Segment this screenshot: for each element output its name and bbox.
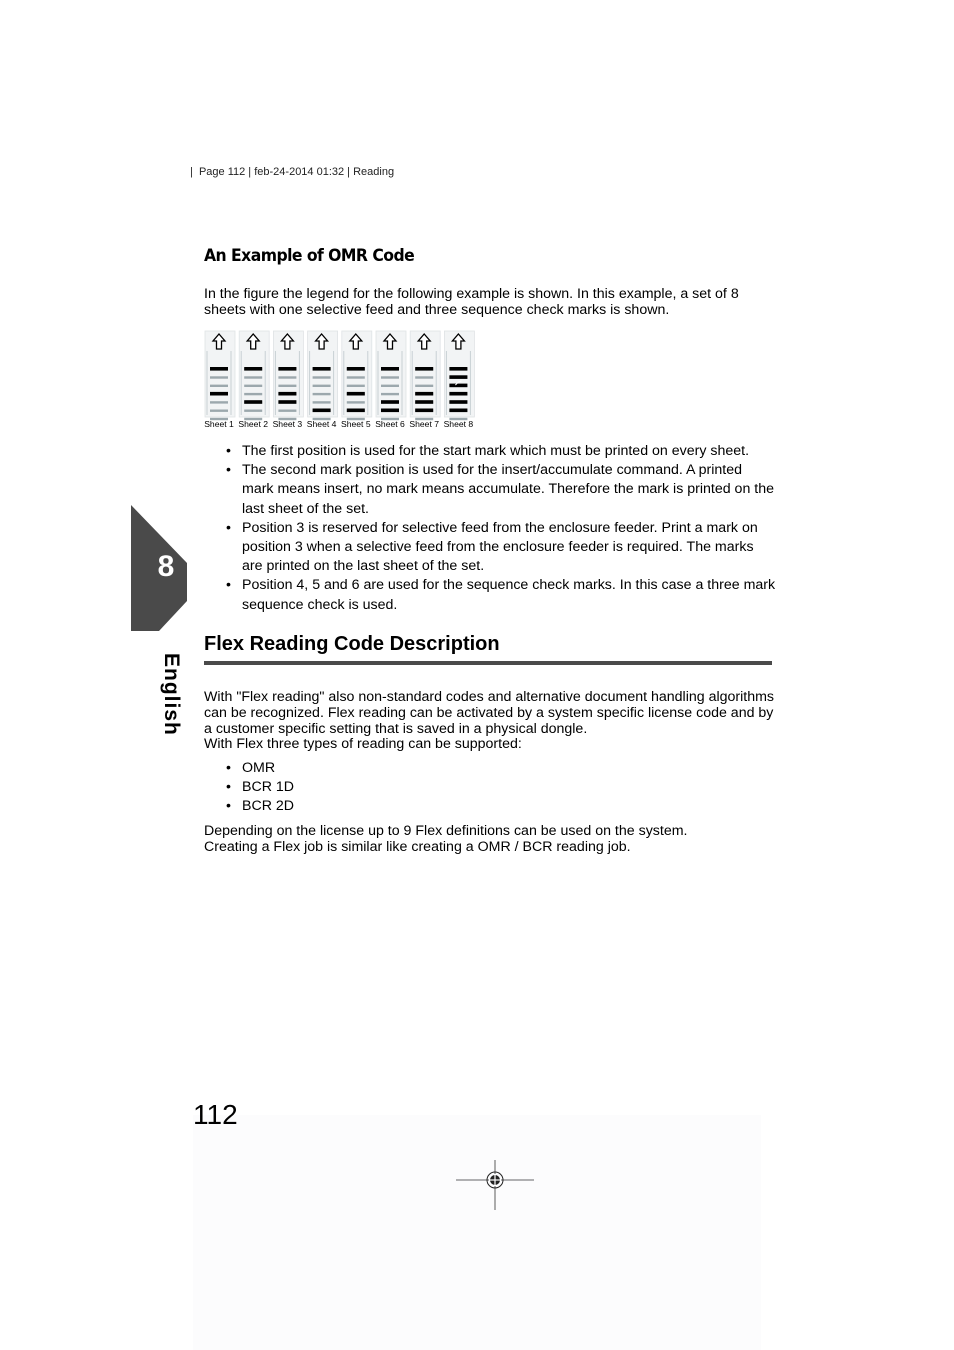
omr-track-position: [415, 376, 433, 378]
omr-mark: [313, 409, 331, 413]
omr-mark: [381, 367, 399, 371]
omr-mark: [449, 367, 467, 371]
omr-mark: [449, 400, 467, 404]
omr-mark: [415, 400, 433, 404]
sheet-label: Sheet 8: [443, 419, 474, 429]
omr-track-position: [210, 376, 228, 378]
omr-track-position: [313, 401, 331, 403]
omr-mark: [244, 400, 262, 404]
sheet-label: Sheet 4: [306, 419, 337, 429]
sheet-label: Sheet 6: [375, 419, 405, 429]
omr-sheet: [375, 331, 406, 429]
omr-track-position: [313, 385, 331, 387]
omr-mark: [278, 392, 296, 396]
omr-sheet: [444, 331, 475, 429]
omr-mark: [415, 367, 433, 371]
omr-mark: [381, 400, 399, 404]
omr-example-heading: An Example of OMR Code: [204, 246, 415, 266]
list-item: • The second mark position is used for the insert/accumulate command. A printed mark means insert, no mark means accumulate. Therefore the mark is printed on the last sheet of the set.: [226, 462, 775, 517]
omr-track-position: [381, 393, 399, 395]
omr-mark: [244, 367, 262, 371]
omr-track-position: [244, 393, 262, 395]
flex-intro-line: With "Flex reading" also non-standard codes and alternative document handling algorithms can be recognized. Flex reading can be activated by a system specific license code and by a customer specific setting that is saved in a physical dongle.: [204, 689, 775, 737]
omr-track-position: [347, 401, 365, 403]
omr-track-position: [313, 393, 331, 395]
omr-mark: [210, 392, 228, 396]
omr-mark: [449, 409, 467, 413]
sheet-label: Sheet 5: [340, 419, 371, 429]
omr-sheet: [341, 331, 372, 429]
omr-track-position: [381, 385, 399, 387]
omr-track-position: [244, 410, 262, 412]
sheet-label: Sheet 2: [238, 419, 269, 429]
omr-intro-paragraph: In the figure the legend for the following example is shown. In this example, a set of 8 sheets with one selective feed and three sequence check marks is shown.: [204, 286, 739, 318]
list-item: • BCR 1D: [226, 779, 295, 796]
list-item: • OMR: [226, 760, 276, 776]
flex-types-list: [226, 759, 776, 817]
omr-mark: [449, 384, 467, 388]
omr-sheet: [409, 331, 440, 429]
omr-mark: [278, 367, 296, 371]
omr-sheet: [238, 331, 269, 429]
omr-track-position: [381, 376, 399, 378]
page-number: 112: [193, 1099, 238, 1130]
omr-track-position: [244, 376, 262, 378]
omr-mark: [210, 367, 228, 371]
chapter-number: 8: [157, 550, 175, 583]
omr-track-position: [347, 385, 365, 387]
flex-intro-paragraph: [204, 690, 774, 753]
sheet-label: Sheet 7: [409, 419, 440, 429]
omr-mark: [347, 367, 365, 371]
flex-closing-line: Depending on the license up to 9 Flex definitions can be used on the system.: [204, 823, 688, 839]
omr-mark: [347, 409, 365, 413]
footer-background: [193, 1115, 761, 1350]
sheet-label: Sheet 3: [272, 419, 303, 429]
crosshair-registration-icon: [456, 1160, 534, 1212]
running-head: | Page 112 | feb-24-2014 01:32 | Reading: [190, 166, 395, 178]
sheet-label: Sheet 1: [204, 419, 234, 429]
omr-track-position: [210, 401, 228, 403]
omr-mark: [415, 409, 433, 413]
omr-track-position: [313, 376, 331, 378]
omr-mark: [449, 392, 467, 396]
list-item: • Position 3 is reserved for selective feed from the enclosure feeder. Print a mark on position 3 when a selective feed from the enclosure feeder is required. The marks are printed on the last sheet of the set.: [226, 519, 758, 575]
flex-closing-line: Creating a Flex job is similar like creating a OMR / BCR reading job.: [204, 838, 631, 855]
omr-mark: [381, 409, 399, 413]
flex-intro-line: With Flex three types of reading can be supported:: [204, 736, 522, 753]
omr-track-position: [210, 410, 228, 412]
flex-closing-paragraph: [204, 824, 774, 856]
omr-track-position: [278, 376, 296, 378]
omr-sheet: [204, 331, 235, 429]
omr-mark: [278, 400, 296, 404]
omr-sheet: [307, 331, 338, 429]
omr-mark: [415, 392, 433, 396]
language-label: English: [160, 653, 183, 736]
omr-track-position: [210, 385, 228, 387]
list-item: • The first position is used for the start mark which must be printed on every sheet.: [226, 443, 750, 459]
omr-track-position: [415, 385, 433, 387]
omr-track-position: [347, 376, 365, 378]
omr-track-position: [278, 410, 296, 412]
omr-mark: [449, 375, 467, 379]
omr-sheets-figure: [203, 329, 483, 435]
omr-track-position: [278, 385, 296, 387]
omr-mark: [313, 367, 331, 371]
omr-track-position: [244, 385, 262, 387]
list-item: • BCR 2D: [226, 798, 295, 815]
flex-reading-heading: Flex Reading Code Description: [204, 633, 772, 665]
list-item: • Position 4, 5 and 6 are used for the sequence check marks. In this case a three mark sequence check is used.: [226, 577, 776, 613]
omr-sheet: [273, 331, 304, 429]
omr-position-list: [226, 442, 776, 615]
omr-mark: [347, 392, 365, 396]
